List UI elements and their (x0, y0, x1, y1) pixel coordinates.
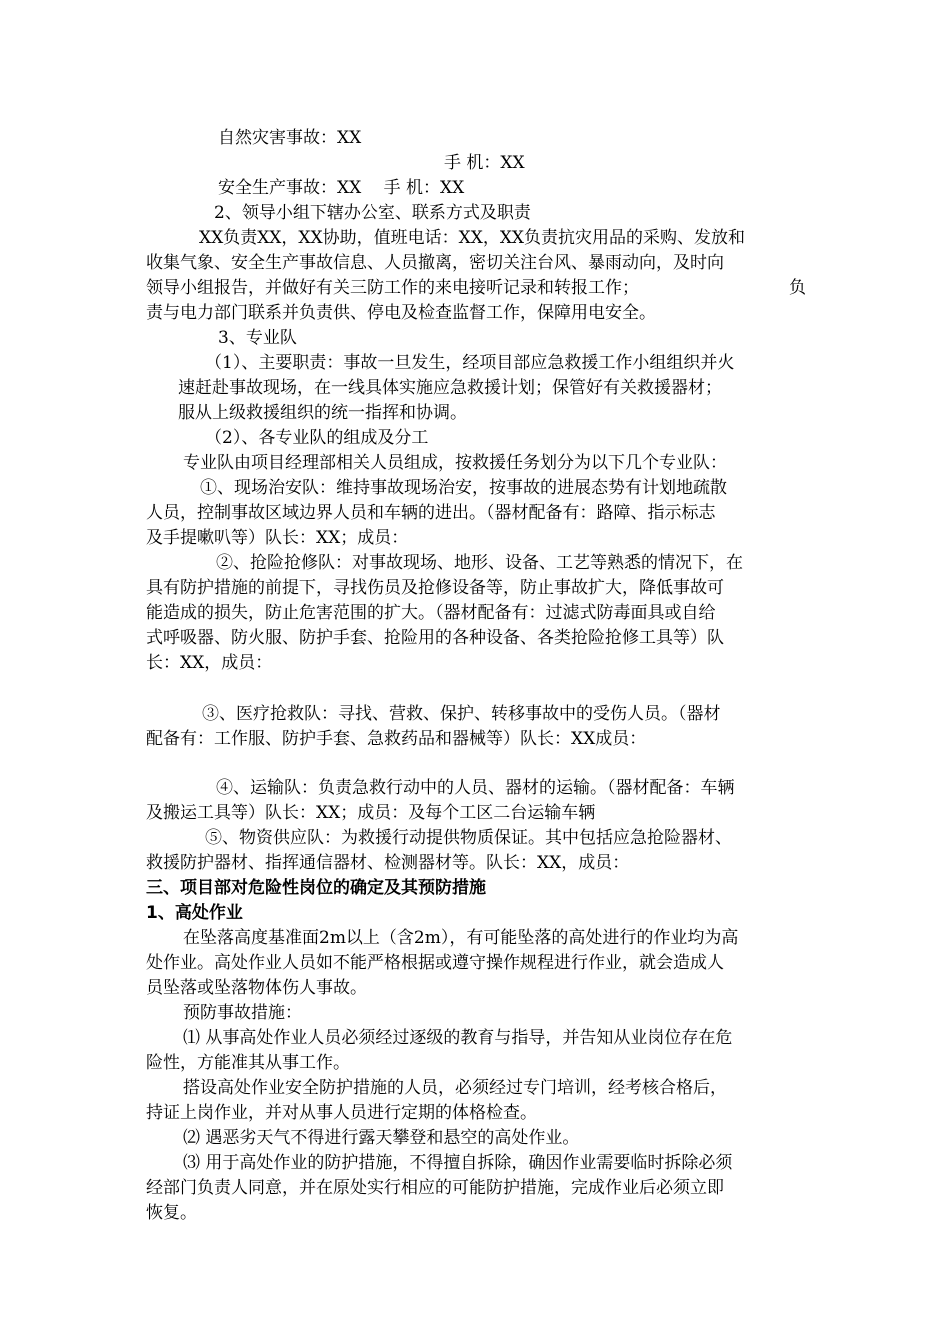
text-line: ②、抢险抢修队：对事故现场、地形、设备、工艺等熟悉的情况下，在 (216, 553, 743, 573)
text-line: ⑴ 从事高处作业人员必须经过逐级的教育与指导，并告知从业岗位存在危 (183, 1028, 733, 1048)
text-line: 救援防护器材、指挥通信器材、检测器材等。队长：XX，成员： (146, 853, 630, 873)
text-line: 处作业。高处作业人员如不能严格根据或遵守操作规程进行作业，就会造成人 (146, 953, 724, 973)
text-line: 恢复。 (146, 1203, 197, 1223)
text-line: 安全生产事故：XX 手 机：XX (218, 178, 465, 198)
section-heading: 三、项目部对危险性岗位的确定及其预防措施 (146, 878, 486, 898)
text-line: 2、领导小组下辖办公室、联系方式及职责 (214, 203, 531, 223)
text-line: 在坠落高度基准面2m以上（含2m），有可能坠落的高处进行的作业均为高 (183, 928, 739, 948)
text-line: 具有防护措施的前提下，寻找伤员及抢修设备等，防止事故扩大，降低事故可 (146, 578, 724, 598)
text-line: 配备有：工作服、防护手套、急救药品和器械等）队长：XX成员： (146, 729, 647, 749)
text-line: 能造成的损失，防止危害范围的扩大。（器材配备有：过滤式防毒面具或自给 (146, 603, 716, 623)
text-line: 式呼吸器、防火服、防护手套、抢险用的各种设备、各类抢险抢修工具等）队 (146, 628, 724, 648)
text-line: 预防事故措施： (183, 1003, 302, 1023)
text-line: 负 (789, 278, 806, 298)
section-heading: 1、高处作业 (146, 903, 243, 923)
text-line: ⑶ 用于高处作业的防护措施，不得擅自拆除，确因作业需要临时拆除必须 (183, 1153, 733, 1173)
text-line: 速赶赴事故现场，在一线具体实施应急救援计划；保管好有关救援器材； (178, 378, 722, 398)
text-line: 责与电力部门联系并负责供、停电及检查监督工作，保障用电安全。 (146, 303, 656, 323)
text-line: 长：XX，成员： (146, 653, 273, 673)
text-line: ①、现场治安队：维持事故现场治安，按事故的进展态势有计划地疏散 (200, 478, 727, 498)
text-line: 及手提嗽叭等）队长：XX；成员： (146, 528, 409, 548)
text-line: 搭设高处作业安全防护措施的人员，必须经过专门培训，经考核合格后， (183, 1078, 727, 1098)
text-line: 收集气象、安全生产事故信息、人员撤离，密切关注台风、暴雨动向，及时向 (146, 253, 724, 273)
text-line: 领导小组报告，并做好有关三防工作的来电接听记录和转报工作； (146, 278, 639, 298)
text-line: 员坠落或坠落物体伤人事故。 (146, 978, 367, 998)
text-line: 手 机：XX (444, 153, 525, 173)
text-line: 持证上岗作业，并对从事人员进行定期的体格检查。 (146, 1103, 537, 1123)
text-line: ⑤、物资供应队：为救援行动提供物质保证。其中包括应急抢险器材、 (205, 828, 732, 848)
text-line: ⑵ 遇恶劣天气不得进行露天攀登和悬空的高处作业。 (183, 1128, 580, 1148)
text-line: 及搬运工具等）队长：XX；成员：及每个工区二台运输车辆 (146, 803, 596, 823)
text-line: 服从上级救援组织的统一指挥和协调。 (178, 403, 467, 423)
text-line: ④、运输队：负责急救行动中的人员、器材的运输。（器材配备：车辆 (216, 778, 735, 798)
text-line: 人员，控制事故区域边界人员和车辆的进出。（器材配备有：路障、指示标志 (146, 503, 716, 523)
section-heading: 3、专业队 (218, 328, 297, 348)
text-line: 险性，方能准其从事工作。 (146, 1053, 350, 1073)
text-line: （1）、主要职责：事故一旦发生，经项目部应急救援工作小组组织并火 (205, 353, 735, 373)
text-line: XX负责XX，XX协助，值班电话：XX，XX负责抗灾用品的采购、发放和 (199, 228, 746, 248)
text-line: 经部门负责人同意，并在原处实行相应的可能防护措施，完成作业后必须立即 (146, 1178, 724, 1198)
text-line: （2）、各专业队的组成及分工 (205, 428, 429, 448)
text-line: 专业队由项目经理部相关人员组成，按救援任务划分为以下几个专业队： (183, 453, 727, 473)
text-line: 自然灾害事故：XX (218, 128, 362, 148)
text-line: ③、医疗抢救队：寻找、营救、保护、转移事故中的受伤人员。（器材 (202, 704, 721, 724)
